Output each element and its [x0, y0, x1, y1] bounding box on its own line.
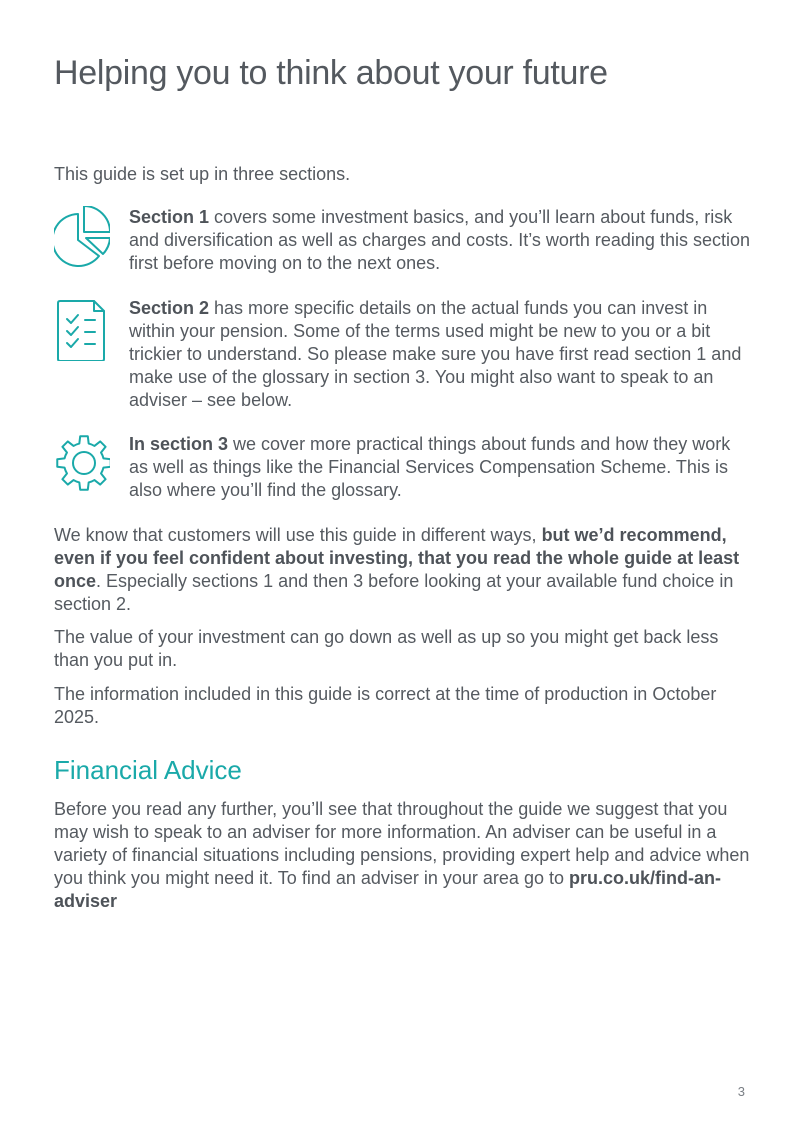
usage-tail: . Especially sections 1 and then 3 before looking at your available fund choice in section 2.: [54, 571, 734, 614]
section-3-block: [54, 433, 754, 502]
financial-advice-text: Before you read any further, you’ll see that throughout the guide we suggest that you may wish to speak to an adviser for more information. An adviser can be useful in a variety of financial situations including pensions, providing expert help and advice when you think you might need it. To find an adviser in your area go to: [54, 799, 750, 888]
section-2-label: Section 2: [129, 298, 210, 318]
usage-paragraph: [54, 524, 754, 616]
usage-emphasis: but we’d recommend, even if you feel confident about investing, that you read the whole guide at least once: [54, 525, 740, 591]
pie-chart-icon: [54, 206, 110, 270]
value-warning-paragraph: The value of your investment can go down as well as up so you might get back less than you put in.: [54, 627, 719, 670]
section-1-label: Section 1: [129, 207, 210, 227]
page-number: 3: [737, 1084, 745, 1099]
financial-advice-paragraph: [54, 798, 754, 913]
checklist-icon: [54, 297, 110, 361]
section-2-description: has more specific details on the actual funds you can invest in within your pension. Some of the terms used might be new to you or a bit trickier to understand. So please make sure you have first read section 1 and make use of the glossary in section 3. You might also want to speak to an adviser – see below.: [129, 298, 742, 410]
section-1-text: [129, 206, 754, 275]
section-2-text: [129, 297, 754, 412]
section-3-description: we cover more practical things about funds and how they work as well as things like the Financial Services Compensation Scheme. This is also where you’ll find the glossary.: [129, 434, 731, 500]
usage-lead: We know that customers will use this guide in different ways,: [54, 525, 542, 545]
gear-icon: [54, 433, 110, 497]
section-3-text: [129, 433, 754, 502]
section-3-label: In section 3: [129, 434, 229, 454]
section-2-block: [54, 297, 754, 412]
section-1-block: [54, 206, 754, 275]
section-1-description: covers some investment basics, and you’ll learn about funds, risk and diversification as well as charges and costs. It’s worth reading this section first before moving on to the next ones.: [129, 207, 750, 273]
page-title: Helping you to think about your future: [54, 54, 608, 92]
financial-advice-heading: Financial Advice: [54, 755, 242, 785]
intro-text: This guide is set up in three sections.: [54, 164, 351, 184]
info-paragraph: The information included in this guide is correct at the time of production in October 2025.: [54, 684, 717, 727]
adviser-link[interactable]: pru.co.uk/find-an-adviser: [54, 868, 721, 911]
